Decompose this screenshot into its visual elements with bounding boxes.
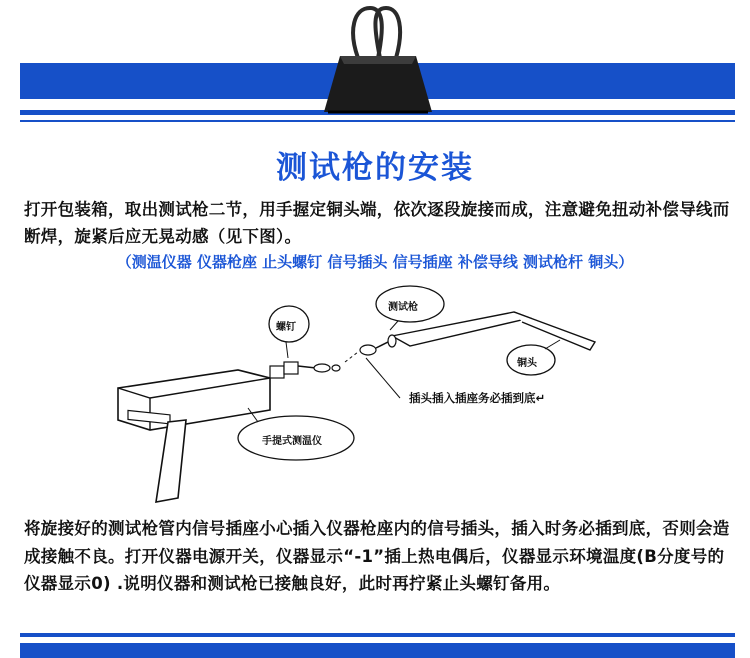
label-insert-note: 插头插入插座务必插到底↵ (409, 391, 546, 405)
intro-paragraph: 打开包装箱，取出测试枪二节，用手握定铜头端，依次逐段旋接而成，注意避免扭动补偿导线而断焊，旋紧后应无晃动感（见下图）。 (24, 200, 730, 246)
footer-band (20, 643, 735, 658)
diagram-drawing (0, 280, 750, 515)
label-test-gun: 测试枪 (388, 302, 418, 313)
label-copper-head: 铜头 (517, 358, 537, 369)
header-rule-thin (20, 120, 735, 122)
label-handheld-instrument: 手提式测温仪 (262, 436, 322, 447)
footer-rule (20, 633, 735, 637)
installation-diagram (0, 280, 750, 515)
binder-clip-icon (318, 0, 438, 120)
parts-list: （测温仪器 仪器枪座 止头螺钉 信号插头 信号插座 补偿导线 测试枪杆 铜头） (116, 253, 634, 271)
label-screw: 螺钉 (276, 322, 296, 333)
page-title: 测试枪的安装 (276, 150, 474, 186)
body-paragraph: 将旋接好的测试枪管内信号插座小心插入仪器枪座内的信号插头，插入时务必插到底，否则会造成接触不良。打开仪器电源开关，仪器显示“-1”插上热电偶后，仪器显示环境温度(B分度号的仪器显示0) .说明仪器和测试枪已接触良好，此时再拧紧止头螺钉备用。 (24, 519, 730, 593)
